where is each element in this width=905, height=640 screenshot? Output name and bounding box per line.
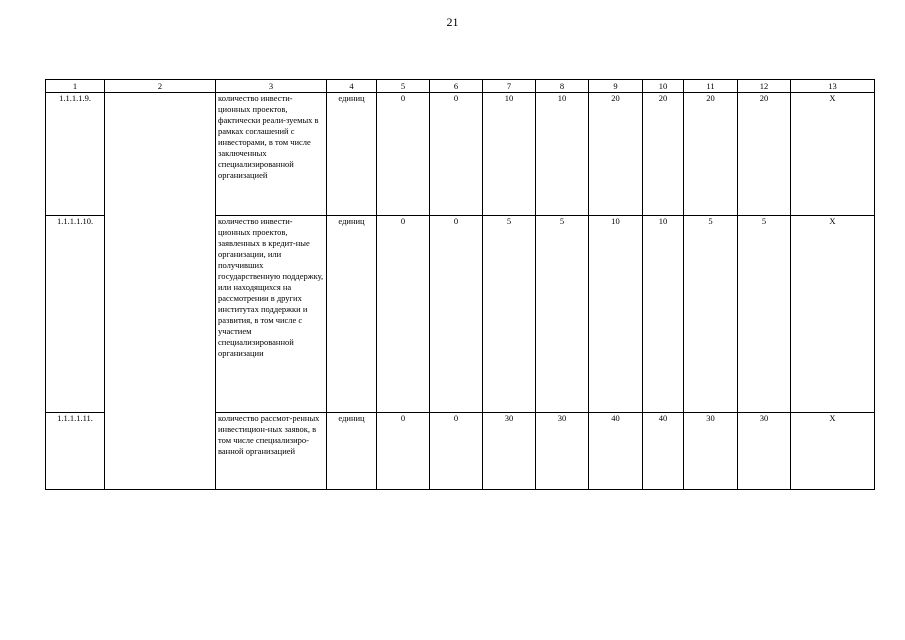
unit-cell: единиц bbox=[327, 413, 377, 490]
col13-cell: X bbox=[791, 216, 875, 413]
value-cell: 30 bbox=[536, 413, 589, 490]
table-row bbox=[46, 93, 875, 216]
column-header: 12 bbox=[738, 80, 791, 93]
value-cell: 0 bbox=[377, 216, 430, 413]
indicator-description: количество рассмот-ренных инвестицион-ных заявок, в том числе специализиро-ванной организацией bbox=[216, 413, 327, 490]
column-header: 11 bbox=[684, 80, 738, 93]
value-cell: 0 bbox=[430, 216, 483, 413]
value-cell: 0 bbox=[377, 93, 430, 216]
column-header: 7 bbox=[483, 80, 536, 93]
indicators-table bbox=[45, 79, 875, 490]
value-cell: 20 bbox=[643, 93, 684, 216]
value-cell: 5 bbox=[684, 216, 738, 413]
row-code: 1.1.1.1.9. bbox=[46, 93, 105, 216]
indicator-description: количество инвести-ционных проектов, заявленных в кредит-ные организации, или получивших государственную поддержку, или находящихся на рассмотрении в других институтах поддержки и развития, в том числе с участием специализированной организации bbox=[216, 216, 327, 413]
value-cell: 20 bbox=[589, 93, 643, 216]
unit-cell: единиц bbox=[327, 216, 377, 413]
value-cell: 10 bbox=[483, 93, 536, 216]
column-header: 1 bbox=[46, 80, 105, 93]
value-cell: 40 bbox=[589, 413, 643, 490]
unit-cell: единиц bbox=[327, 93, 377, 216]
value-cell: 5 bbox=[738, 216, 791, 413]
row-code: 1.1.1.1.10. bbox=[46, 216, 105, 413]
column-header: 4 bbox=[327, 80, 377, 93]
value-cell: 0 bbox=[430, 413, 483, 490]
value-cell: 5 bbox=[483, 216, 536, 413]
value-cell: 10 bbox=[589, 216, 643, 413]
value-cell: 10 bbox=[643, 216, 684, 413]
value-cell: 30 bbox=[483, 413, 536, 490]
merged-column-2-cell bbox=[105, 93, 216, 490]
column-header: 3 bbox=[216, 80, 327, 93]
row-code: 1.1.1.1.11. bbox=[46, 413, 105, 490]
column-header: 2 bbox=[105, 80, 216, 93]
value-cell: 40 bbox=[643, 413, 684, 490]
page-number: 21 bbox=[446, 15, 459, 29]
value-cell: 0 bbox=[377, 413, 430, 490]
column-header: 6 bbox=[430, 80, 483, 93]
value-cell: 5 bbox=[536, 216, 589, 413]
column-header: 9 bbox=[589, 80, 643, 93]
col13-cell: X bbox=[791, 413, 875, 490]
header-row bbox=[46, 80, 875, 93]
indicator-description: количество инвести-ционных проектов, фактически реали-зуемых в рамках соглашений с инвесторами, в том числе заключенных специализированной организацией bbox=[216, 93, 327, 216]
value-cell: 20 bbox=[684, 93, 738, 216]
column-header: 8 bbox=[536, 80, 589, 93]
col13-cell: X bbox=[791, 93, 875, 216]
value-cell: 20 bbox=[738, 93, 791, 216]
value-cell: 30 bbox=[738, 413, 791, 490]
column-header: 10 bbox=[643, 80, 684, 93]
column-header: 13 bbox=[791, 80, 875, 93]
value-cell: 10 bbox=[536, 93, 589, 216]
value-cell: 30 bbox=[684, 413, 738, 490]
column-header: 5 bbox=[377, 80, 430, 93]
value-cell: 0 bbox=[430, 93, 483, 216]
